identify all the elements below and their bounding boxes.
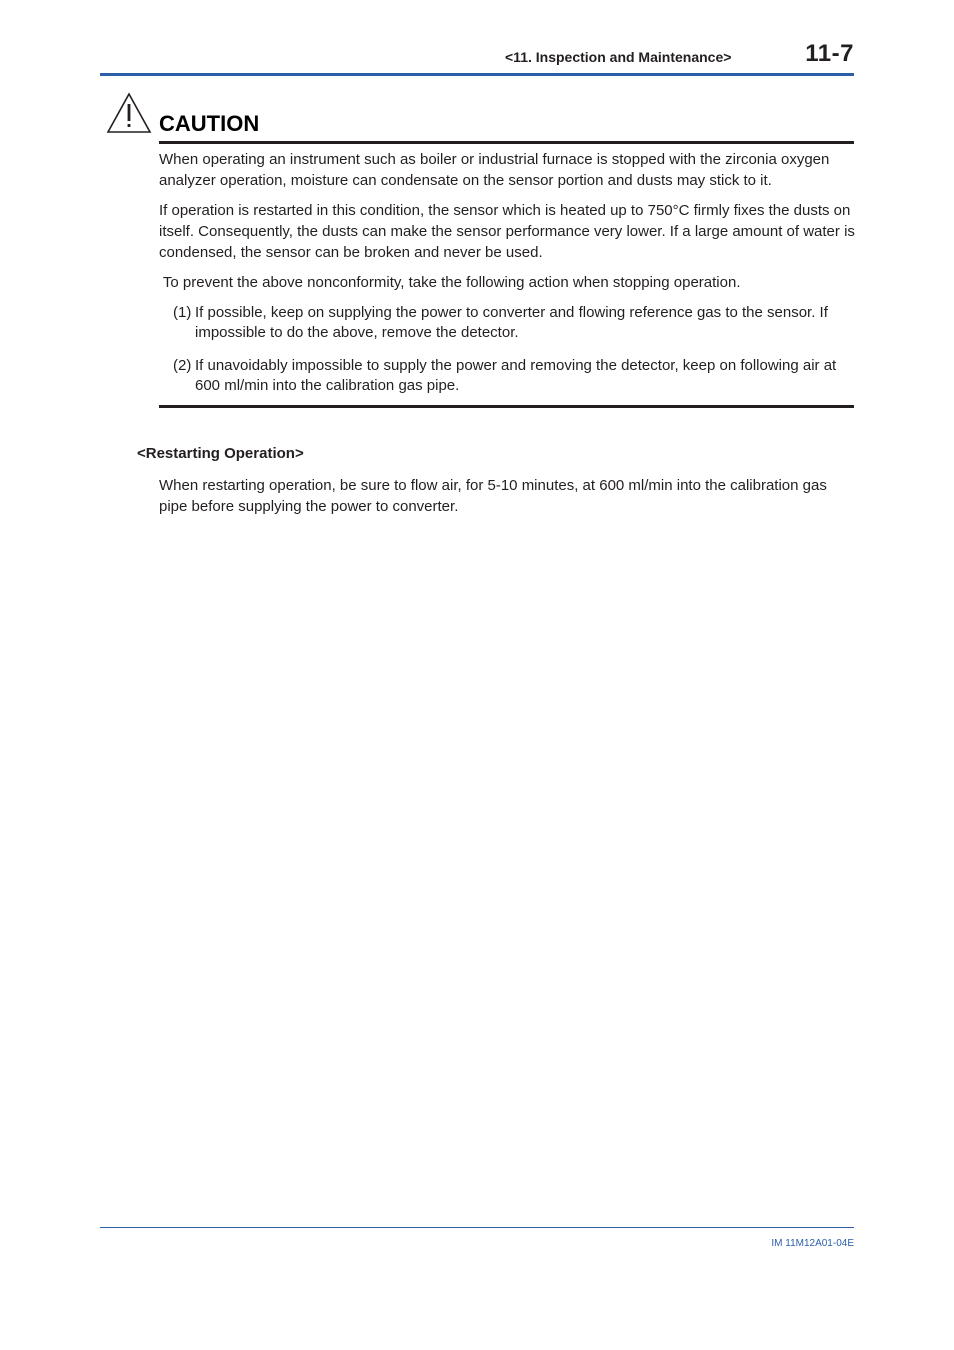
- caution-list-item: [173, 303, 859, 343]
- header-divider: [100, 73, 854, 76]
- caution-paragraph-1: When operating an instrument such as boiler or industrial furnace is stopped with the zirconia oxygen analyzer operation, moisture can condensate on the sensor portion and dusts may stick to it.: [159, 151, 830, 189]
- caution-paragraph-3: To prevent the above nonconformity, take the following action when stopping operation.: [159, 274, 741, 291]
- restarting-heading: <Restarting Operation>: [137, 445, 304, 462]
- list-item-number: (2): [173, 357, 192, 374]
- caution-title: CAUTION: [159, 111, 260, 136]
- footer-divider: [100, 1227, 854, 1228]
- list-item-text: If unavoidably impossible to supply the power and removing the detector, keep on following air at 600 ml/min into the calibration gas pipe.: [195, 357, 837, 394]
- page-number: 11-7: [805, 40, 854, 67]
- list-item-text: If possible, keep on supplying the power to converter and flowing reference gas to the sensor. If impossible to do the above, remove the detector.: [195, 304, 828, 341]
- restarting-paragraph: When restarting operation, be sure to flow air, for 5-10 minutes, at 600 ml/min into the calibration gas pipe before supplying the power to converter.: [159, 477, 827, 515]
- caution-top-rule: [159, 141, 854, 144]
- caution-bottom-rule: [159, 405, 854, 408]
- caution-paragraph-2: If operation is restarted in this condition, the sensor which is heated up to 750°C firmly fixes the dusts on itself. Consequently, the dusts can make the sensor performance very lower. If a large amount of water is condensed, the sensor can be broken and never be used.: [159, 202, 855, 261]
- list-item-number: (1): [173, 304, 192, 321]
- document-number: IM 11M12A01-04E: [771, 1238, 854, 1249]
- warning-triangle-icon: [107, 92, 153, 134]
- caution-list-item: [173, 356, 859, 396]
- section-title: <11. Inspection and Maintenance>: [505, 49, 732, 65]
